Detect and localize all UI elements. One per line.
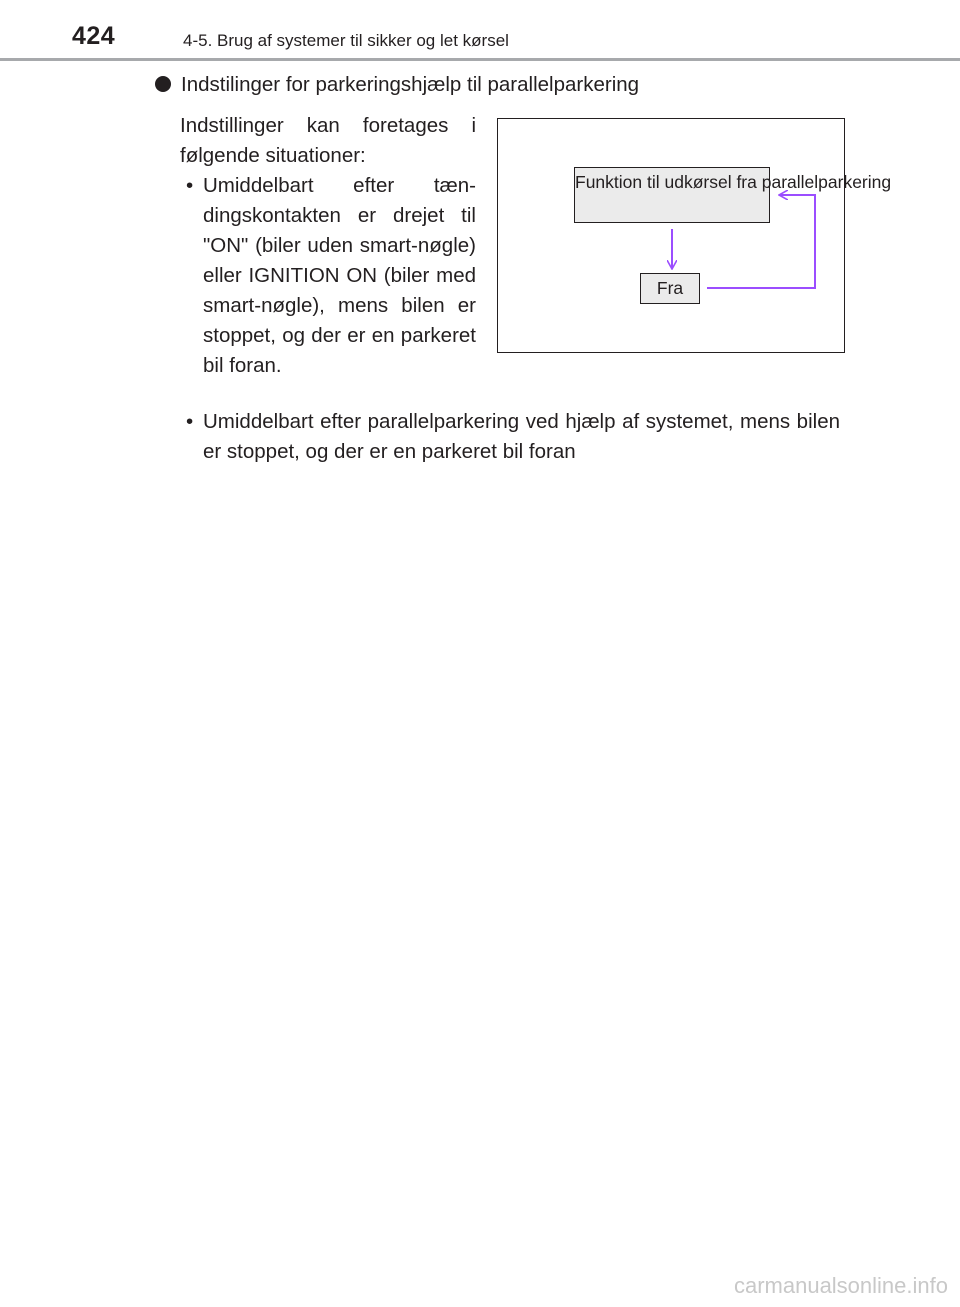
- list-item-text: Umiddelbart efter tæn-dingskontakten er drejet til "ON" (biler uden smart-nøgle) eller IGNITION ON (biler med smart-nøgle), mens bilen er stoppet, og der er en parkeret bil foran.: [203, 174, 476, 377]
- header-divider: [0, 58, 960, 61]
- mode-box-off: Fra: [640, 273, 700, 304]
- list-item: [186, 171, 476, 381]
- list-bullet: •: [186, 174, 194, 197]
- settings-diagram: [497, 118, 892, 353]
- mode-box-exit-function: Funktion til udkørsel fra parallelparkering: [574, 167, 770, 223]
- list-bullet: •: [186, 410, 194, 433]
- intro-paragraph: Indstillinger kan foretages i følgende situationer:: [180, 114, 476, 167]
- heading-text: Indstilinger for parkeringshjælp til parallelparkering: [181, 73, 640, 96]
- diagram-arrows: [498, 119, 846, 354]
- page-number: 424: [72, 22, 116, 50]
- watermark: carmanualsonline.info: [733, 1273, 948, 1298]
- list-item-text: Umiddelbart efter parallelparkering ved hjælp af systemet, mens bilen er stoppet, og der er en parkeret bil foran: [203, 410, 840, 463]
- list-item: [186, 407, 840, 467]
- bullet-heading: [155, 73, 639, 97]
- bullet-circle-icon: [155, 76, 171, 92]
- section-title: 4-5. Brug af systemer til sikker og let kørsel: [183, 31, 509, 50]
